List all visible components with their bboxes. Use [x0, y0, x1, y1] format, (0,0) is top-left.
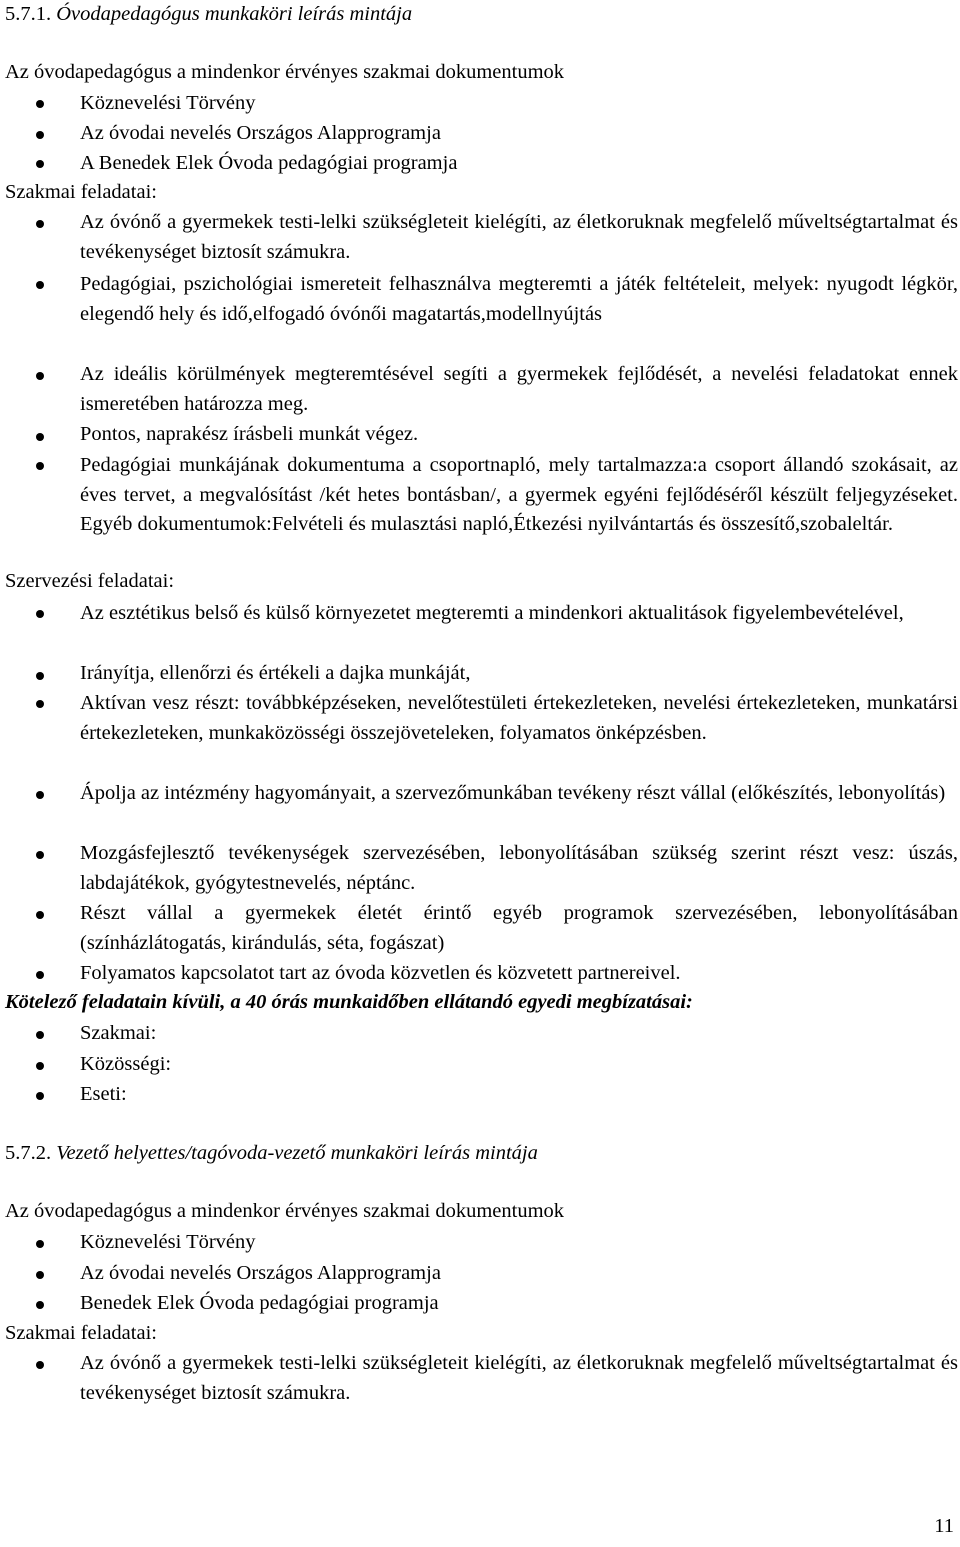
list-item: Pedagógiai, pszichológiai ismereteit felhasználva megteremti a játék feltételeit, melyek: nyugodt légkör, elegendő hely és idő,elfogadó óvónői magatartás,modellnyújtás: [80, 273, 958, 325]
list-item: Folyamatos kapcsolatot tart az óvoda közvetlen és közvetett partnereivel.: [80, 962, 681, 984]
bullet-icon: [36, 791, 44, 799]
bullet-icon: [36, 851, 44, 859]
section-heading: [5, 1139, 538, 1168]
bullet-icon: [36, 433, 44, 441]
list-item: Mozgásfejlesztő tevékenységek szervezésében, lebonyolításában szükség szerint részt vesz: úszás, labdajátékok, gyógytestnevelés, néptánc.: [80, 842, 958, 894]
list-item: Az ideális körülmények megteremtésével segíti a gyermekek fejlődését, a nevelési feladatokat ennek ismeretében határozza meg.: [80, 363, 958, 415]
section-label: Kötelező feladatain kívüli, a 40 órás munkaidőben ellátandó egyedi megbízatásai:: [5, 991, 693, 1013]
list-item: Részt vállal a gyermekek életét érintő egyéb programok szervezésében, lebonyolításában (színházlátogatás, kirándulás, séta, fogászat): [80, 902, 958, 954]
list-item: Pedagógiai munkájának dokumentuma a csoportnapló, mely tartalmazza:a csoport állandó szokásait, az éves tervet, a megvalósítást /két hetes bontásban/, a gyermek egyéni fejlődéséről készült feljegyzéseket. Egyéb dokumentumok:Felvételi és mulasztási napló,Étkezési nyilvántartás és összesítő,szobaleltár.: [80, 454, 958, 535]
bullet-icon: [36, 372, 44, 380]
list-item: Köznevelési Törvény: [80, 1231, 256, 1253]
bullet-icon: [36, 160, 44, 168]
bullet-icon: [36, 1240, 44, 1248]
section-title: Óvodapedagógus munkaköri leírás mintája: [56, 3, 413, 25]
list-item: Aktívan vesz részt: továbbképzéseken, nevelőtestületi értekezleteken, nevelési értekezleteken, munkatársi értekezleteken, munkaközösségi összejöveteleken, folyamatos önképzésben.: [80, 692, 958, 744]
bullet-icon: [36, 610, 44, 618]
list-item: Az óvónő a gyermekek testi-lelki szükségleteit kielégíti, az életkoruknak megfelelő műveltségtartalmat és tevékenységet biztosít számukra.: [80, 1352, 958, 1404]
page-number: 11: [934, 1515, 954, 1537]
section-label: Szakmai feladatai:: [5, 1322, 157, 1344]
section-heading: [5, 0, 412, 29]
bullet-icon: [36, 1361, 44, 1369]
list-item: Eseti:: [80, 1083, 127, 1105]
section-label: Szervezési feladatai:: [5, 570, 175, 592]
bullet-icon: [36, 1092, 44, 1100]
bullet-icon: [36, 281, 44, 289]
list-item: Szakmai:: [80, 1022, 157, 1044]
section-label: Szakmai feladatai:: [5, 181, 157, 203]
bullet-icon: [36, 700, 44, 708]
bullet-icon: [36, 220, 44, 228]
section-title: Vezető helyettes/tagóvoda-vezető munkaköri leírás mintája: [56, 1142, 538, 1164]
bullet-icon: [36, 462, 44, 470]
list-item: Pontos, naprakész írásbeli munkát végez.: [80, 423, 419, 445]
intro-text: Az óvodapedagógus a mindenkor érvényes szakmai dokumentumok: [5, 1200, 565, 1222]
section-number: 5.7.2.: [5, 1142, 52, 1164]
bullet-icon: [36, 1271, 44, 1279]
list-item: Köznevelési Törvény: [80, 92, 256, 114]
bullet-icon: [36, 100, 44, 108]
bullet-icon: [36, 1301, 44, 1309]
list-item: Irányítja, ellenőrzi és értékeli a dajka munkáját,: [80, 662, 471, 684]
list-item: Az esztétikus belső és külső környezetet megteremti a mindenkori aktualitások figyelembevételével,: [80, 602, 904, 624]
bullet-icon: [36, 971, 44, 979]
list-item: Az óvodai nevelés Országos Alapprogramja: [80, 122, 441, 144]
list-item: Az óvodai nevelés Országos Alapprogramja: [80, 1262, 441, 1284]
list-item: Az óvónő a gyermekek testi-lelki szükségleteit kielégíti, az életkoruknak megfelelő műveltségtartalmat és tevékenységet biztosít számukra.: [80, 211, 958, 263]
list-item: A Benedek Elek Óvoda pedagógiai programja: [80, 152, 458, 174]
bullet-icon: [36, 911, 44, 919]
bullet-icon: [36, 1062, 44, 1070]
bullet-icon: [36, 1031, 44, 1039]
intro-text: Az óvodapedagógus a mindenkor érvényes szakmai dokumentumok: [5, 61, 565, 83]
list-item: Benedek Elek Óvoda pedagógiai programja: [80, 1292, 439, 1314]
bullet-icon: [36, 672, 44, 680]
bullet-icon: [36, 131, 44, 139]
list-item: Ápolja az intézmény hagyományait, a szervezőmunkában tevékeny részt vállal (előkészítés, lebonyolítás): [80, 782, 946, 804]
list-item: Közösségi:: [80, 1053, 172, 1075]
section-number: 5.7.1.: [5, 3, 52, 25]
